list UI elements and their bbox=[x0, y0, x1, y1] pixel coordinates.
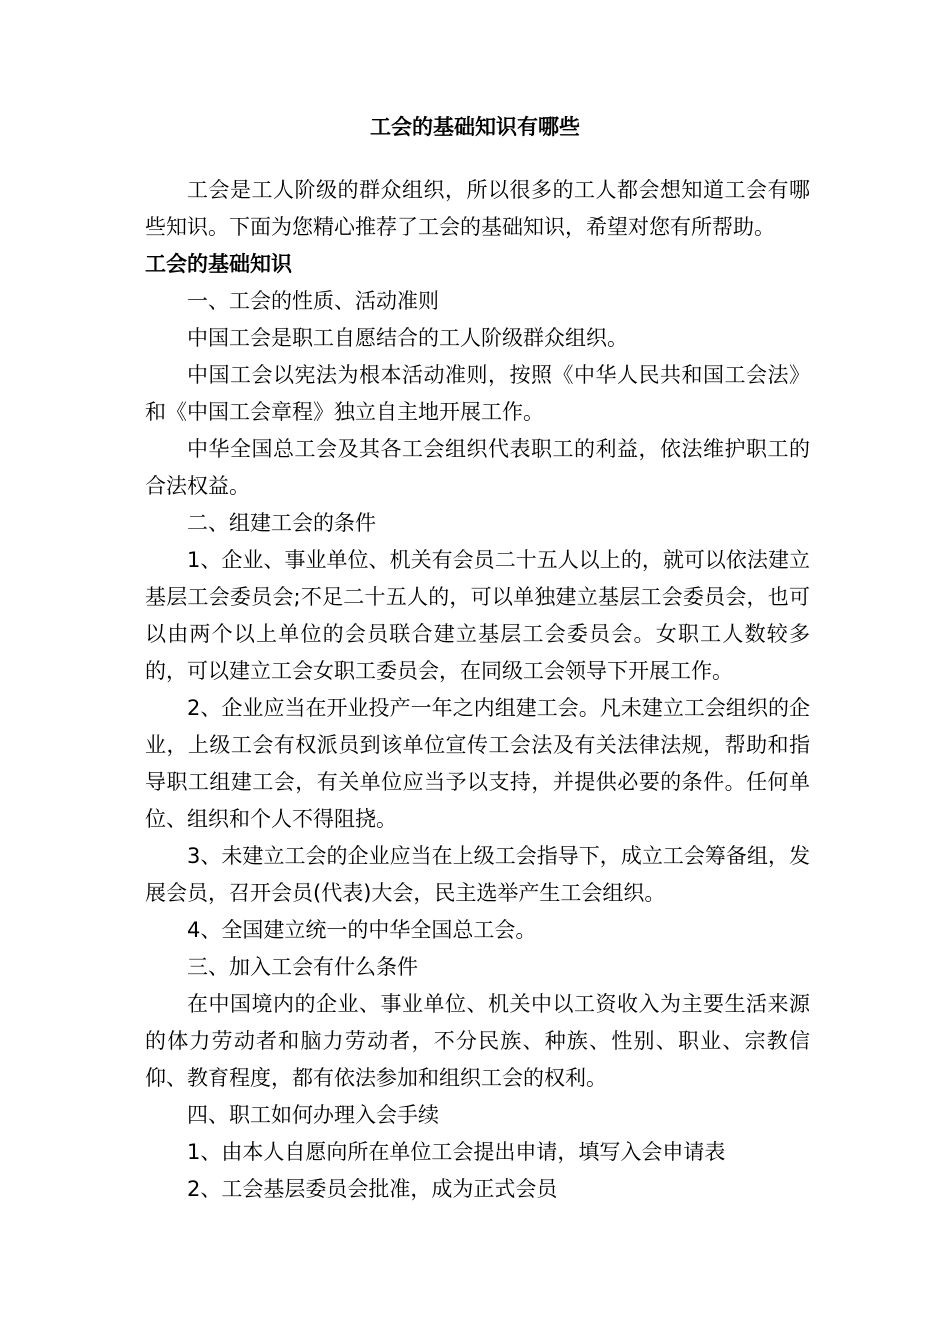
document-body bbox=[145, 172, 810, 1208]
section-2-heading: 二、组建工会的条件 bbox=[187, 511, 376, 535]
paragraph: 1、由本人自愿向所在单位工会提出申请，填写入会申请表 bbox=[187, 1140, 726, 1164]
paragraph: 4、全国建立统一的中华全国总工会。 bbox=[187, 918, 537, 942]
section-heading: 工会的基础知识 bbox=[145, 252, 292, 276]
section-3-heading: 三、加入工会有什么条件 bbox=[187, 955, 418, 979]
paragraph: 中国工会以宪法为根本活动准则，按照《中华人民共和国工会法》和《中国工会章程》独立自主地开展工作。 bbox=[145, 363, 810, 424]
paragraph: 2、工会基层委员会批准，成为正式会员 bbox=[187, 1177, 558, 1201]
paragraph: 在中国境内的企业、事业单位、机关中以工资收入为主要生活来源的体力劳动者和脑力劳动者，不分民族、种族、性别、职业、宗教信仰、教育程度，都有依法参加和组织工会的权利。 bbox=[145, 992, 810, 1090]
section-4-heading: 四、职工如何办理入会手续 bbox=[187, 1103, 439, 1127]
paragraph: 中国工会是职工自愿结合的工人阶级群众组织。 bbox=[187, 326, 628, 350]
paragraph: 1、企业、事业单位、机关有会员二十五人以上的，就可以依法建立基层工会委员会;不足二十五人的，可以单独建立基层工会委员会，也可以由两个以上单位的会员联合建立基层工会委员会。女职工人数较多的，可以建立工会女职工委员会，在同级工会领导下开展工作。 bbox=[145, 548, 810, 683]
paragraph: 3、未建立工会的企业应当在上级工会指导下，成立工会筹备组，发展会员，召开会员(代表)大会，民主选举产生工会组织。 bbox=[145, 844, 810, 905]
document-title: 工会的基础知识有哪些 bbox=[370, 115, 580, 139]
paragraph: 2、企业应当在开业投产一年之内组建工会。凡未建立工会组织的企业，上级工会有权派员到该单位宣传工会法及有关法律法规，帮助和指导职工组建工会，有关单位应当予以支持，并提供必要的条件。任何单位、组织和个人不得阻挠。 bbox=[145, 696, 810, 831]
section-1-heading: 一、工会的性质、活动准则 bbox=[187, 289, 439, 313]
intro-paragraph: 工会是工人阶级的群众组织，所以很多的工人都会想知道工会有哪些知识。下面为您精心推荐了工会的基础知识，希望对您有所帮助。 bbox=[145, 178, 810, 239]
paragraph: 中华全国总工会及其各工会组织代表职工的利益，依法维护职工的合法权益。 bbox=[145, 437, 810, 498]
